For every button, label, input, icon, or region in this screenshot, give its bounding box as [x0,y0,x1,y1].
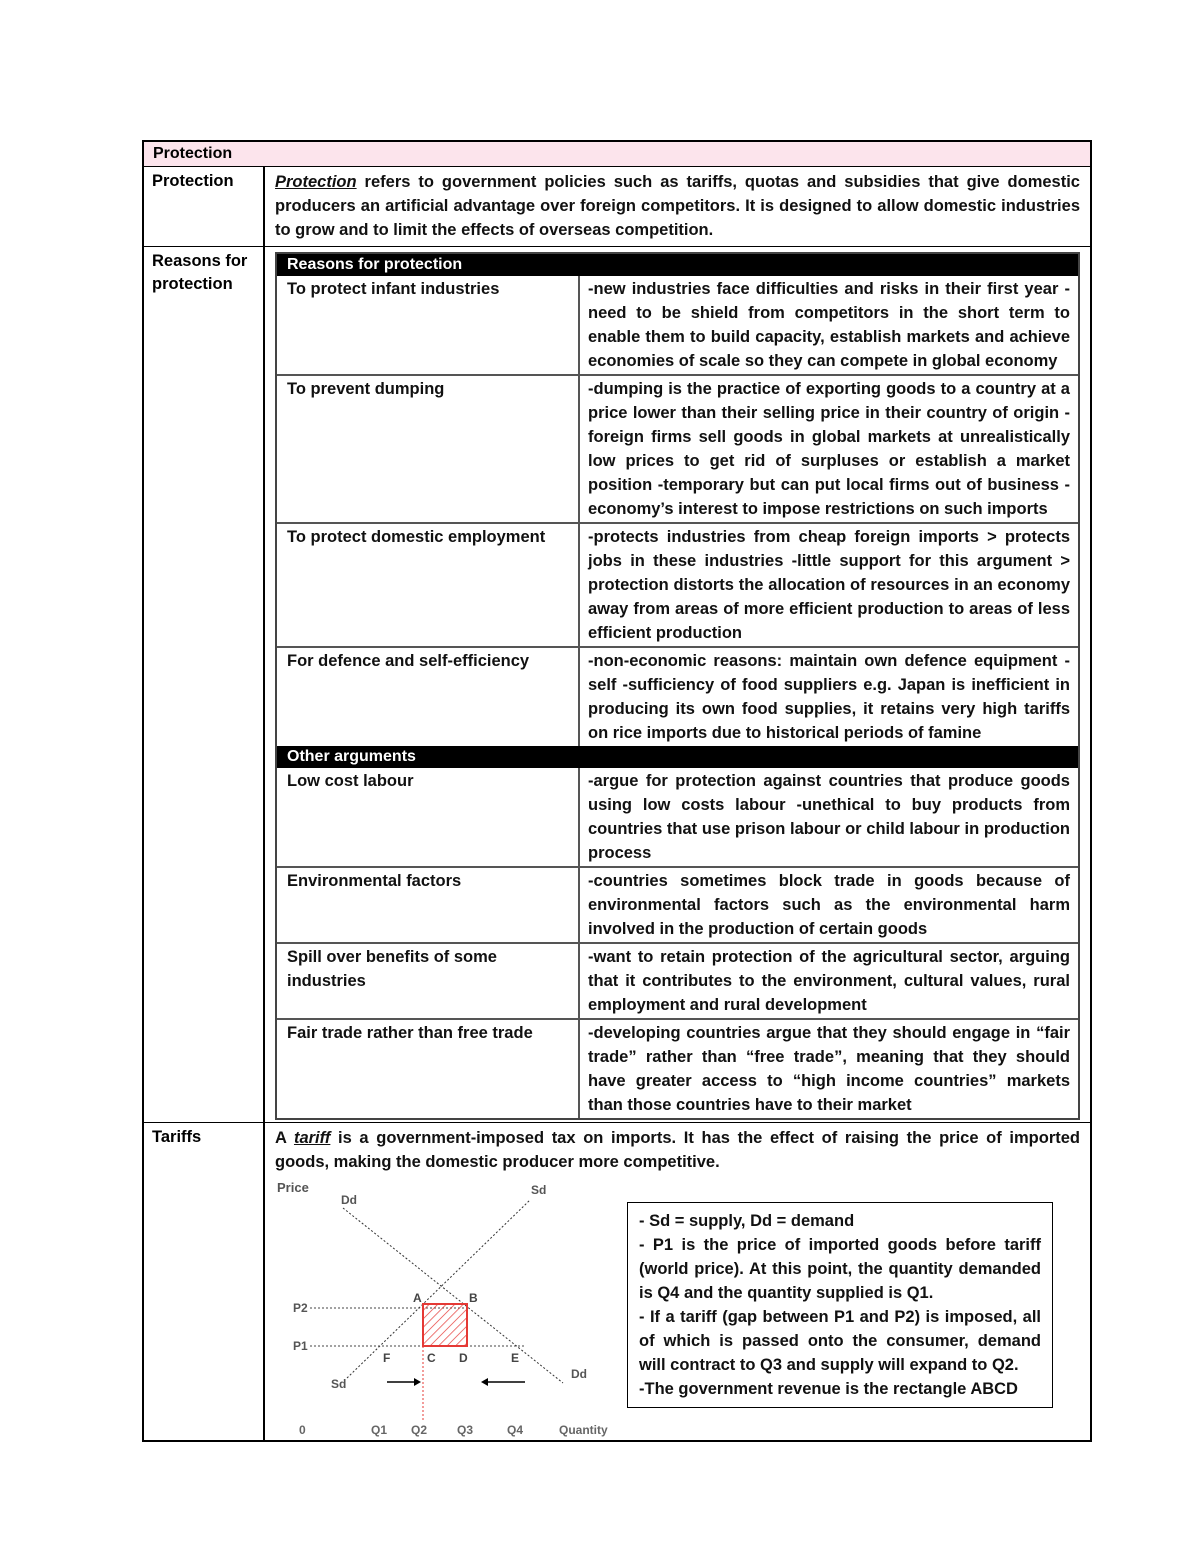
point-label: A [413,1291,422,1305]
point-label: C [427,1351,436,1365]
p2-label: P2 [293,1301,308,1315]
reason-detail: -want to retain protection of the agricultural sector, arguing that it contributes to the environment, cultural values, rural employment and rural development [588,948,1070,1014]
point-label: B [469,1291,478,1305]
row-label: Protection [144,167,265,246]
quantity-label: Q2 [411,1423,428,1437]
point-label: F [383,1351,391,1365]
section-heading: Other arguments [277,746,1078,768]
table-row [277,942,1078,1018]
table-row [277,646,1078,746]
table-row [277,768,1078,866]
reason-label: Environmental factors [277,868,580,942]
tariff-term: tariff [293,1129,331,1147]
protection-row [144,166,1090,246]
demand-curve [343,1208,563,1383]
table-row [277,522,1078,646]
arrow-head-icon [481,1378,488,1386]
table-row [277,374,1078,522]
protection-table [142,140,1092,1442]
table-row [277,866,1078,942]
row-label: Tariffs [144,1123,265,1440]
supply-curve [347,1200,530,1378]
demand-label-top: Dd [341,1193,357,1207]
quantity-label: Q3 [457,1423,474,1437]
tariff-diagram [275,1178,615,1440]
reason-detail: -protects industries from cheap foreign imports > protects jobs in these industries -little support for this argument > protection distorts the allocation of resources in an economy away from areas of more efficient production to areas of less efficient production [588,528,1070,642]
quantity-label: Q1 [371,1423,388,1437]
revenue-rectangle [423,1304,467,1346]
quantity-label: Q4 [507,1423,524,1437]
tariff-prefix: A [275,1129,294,1147]
legend-line: - Sd = supply, Dd = demand [639,1212,855,1230]
reasons-content [265,247,1090,1122]
arrow-head-icon [414,1378,421,1386]
legend-line: -The government revenue is the rectangle ABCD [639,1380,1018,1398]
tariff-text: is a government-imposed tax on imports. It has the effect of raising the price of imported goods, making the domestic producer more competitive. [275,1129,1080,1171]
reason-label: Fair trade rather than free trade [277,1020,580,1118]
tariff-definition [275,1126,1080,1174]
p1-label: P1 [293,1339,308,1353]
table-row [277,1018,1078,1118]
table-row [277,276,1078,374]
point-label: E [511,1351,520,1365]
section-heading: Reasons for protection [277,254,1078,276]
x-axis-label: Quantity [559,1423,608,1437]
reason-detail: -dumping is the practice of exporting goods to a country at a price lower than their selling price in their country of origin -foreign firms sell goods in global markets at unrealistically low prices to get rid of surpluses or establish a market position -temporary but can put local firms out of business -economy’s interest to impose restrictions on such imports [588,380,1070,518]
supply-label-top: Sd [531,1183,547,1197]
row-label: Reasons for protection [144,247,265,1122]
reason-label: Spill over benefits of some industries [277,944,580,1018]
reason-detail: -argue for protection against countries that produce goods using low costs labour -unethical to buy products from countries that use prison labour or child labour in production process [588,772,1070,862]
supply-label-bottom: Sd [331,1377,347,1391]
tariff-figure [275,1174,1080,1440]
tariff-legend [627,1202,1053,1408]
reasons-inner-table [275,252,1080,1120]
reasons-row [144,246,1090,1122]
legend-line: - If a tariff (gap between P1 and P2) is imposed, all of which is passed onto the consumer, demand will contract to Q3 and supply will expand to Q2. [639,1308,1041,1374]
reason-label: To protect domestic employment [277,524,580,646]
protection-text: refers to government policies such as tariffs, quotas and subsidies that give domestic producers an artificial advantage over foreign competitors. It is designed to allow domestic industries to grow and to limit the effects of overseas competition. [275,173,1080,239]
demand-label-bottom: Dd [571,1367,587,1381]
origin-label: 0 [299,1423,306,1437]
tariffs-row [144,1122,1090,1440]
table-header: Protection [144,142,1090,166]
protection-definition [265,167,1090,246]
reason-label: For defence and self-efficiency [277,648,580,746]
reason-label: To prevent dumping [277,376,580,522]
reason-detail: -non-economic reasons: maintain own defence equipment -self -sufficiency of food suppliers e.g. Japan is inefficient in producing its own food supplies, it retains very high tariffs on rice imports due to historical periods of famine [588,652,1070,742]
legend-line: - P1 is the price of imported goods before tariff (world price). At this point, the quantity demanded is Q4 and the quantity supplied is Q1. [639,1236,1041,1302]
reason-detail: -new industries face difficulties and risks in their first year -need to be shield from competitors in the short term to enable them to build capacity, establish markets and achieve economies of scale so they can compete in global economy [588,280,1070,370]
reason-label: To protect infant industries [277,276,580,374]
y-axis-label: Price [277,1180,309,1195]
reason-detail: -developing countries argue that they should engage in “fair trade” rather than “free trade”, meaning that they should have greater access to “high income countries” markets than those countries have to their market [588,1024,1070,1114]
reason-detail: -countries sometimes block trade in goods because of environmental factors such as the environmental harm involved in the production of certain goods [588,872,1070,938]
tariffs-content [265,1123,1090,1440]
reason-label: Low cost labour [277,768,580,866]
point-label: D [459,1351,468,1365]
protection-term: Protection [275,173,357,191]
